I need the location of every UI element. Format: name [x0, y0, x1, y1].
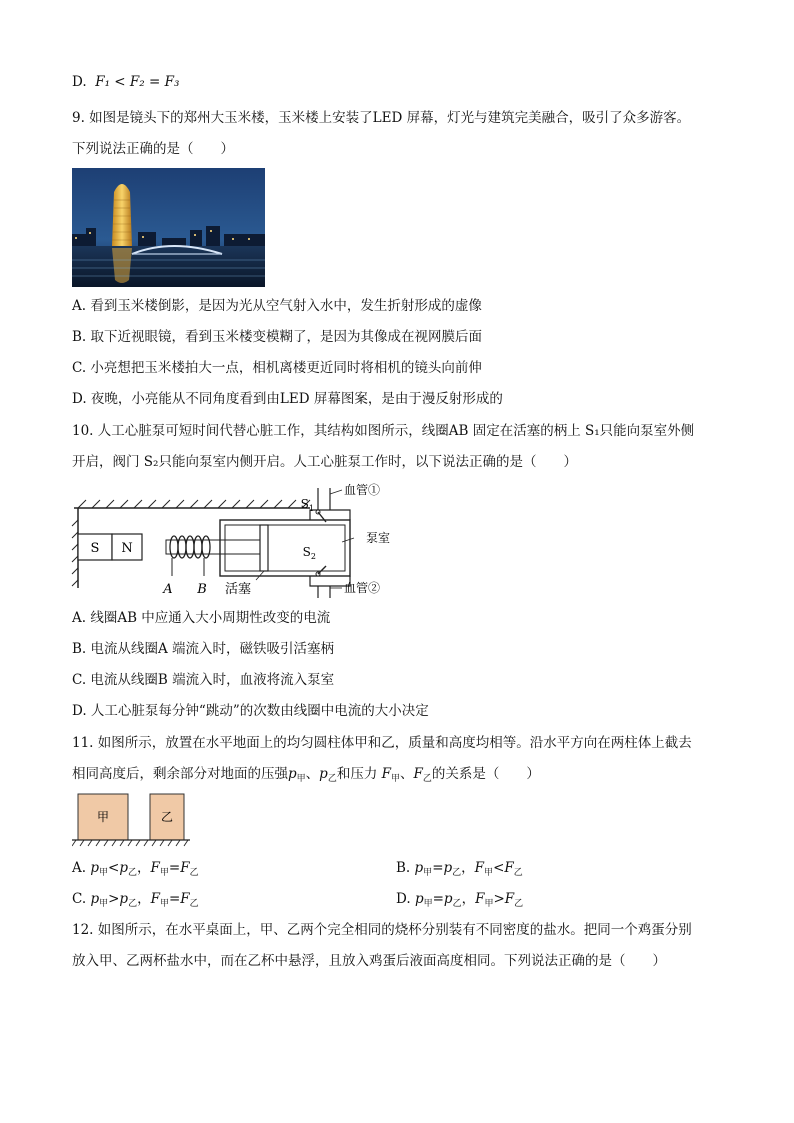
q11-opt-b-s2: 乙 — [452, 868, 462, 878]
q11-opt-d-s2: 乙 — [452, 899, 462, 909]
night-city-image — [72, 168, 265, 287]
q11-opt-c-sep: ， — [137, 891, 151, 907]
q11-opt-b-s1: 甲 — [423, 868, 433, 878]
q11-opt-a-t2: 乙 — [189, 868, 199, 878]
q10-option-a[interactable]: A. 线圈AB 中应通入大小周期性改变的电流 — [72, 610, 331, 626]
valve-s2-label — [303, 545, 316, 561]
vessel-2-label: 血管② — [344, 581, 381, 595]
valve-s1-sub: 1 — [308, 504, 314, 513]
q11-opt-d-prefix: D. — [396, 891, 411, 907]
q11-f-a: F — [381, 766, 392, 782]
q11-opt-b-r2: < — [493, 860, 505, 876]
q11-p-b-sub: 乙 — [327, 774, 337, 784]
valve-s1-label — [301, 497, 314, 513]
q11-opt-b-t1: 甲 — [484, 868, 494, 878]
q11-opt-d-r2: > — [493, 891, 505, 907]
q11-opt-d-p2: p — [443, 891, 453, 907]
q8-option-d-prefix: D. — [72, 74, 87, 90]
q11-opt-a-prefix: A. — [72, 860, 87, 876]
q11-opt-d-p1: p — [414, 891, 424, 907]
q11-opt-a-p1: p — [90, 860, 99, 876]
q11-opt-a-f1: F — [150, 860, 160, 876]
q11-opt-a-s2: 乙 — [127, 868, 137, 878]
q8-option-d — [72, 72, 179, 92]
q11-opt-a-sep: ， — [137, 860, 151, 876]
vessel-1-label: 血管① — [344, 483, 381, 497]
q11-stem-line1: 11. 如图所示，放置在水平地面上的均匀圆柱体甲和乙，质量和高度均相等。沿水平方向在两柱体上截去 — [72, 735, 692, 751]
q11-opt-c-p2: p — [119, 891, 129, 907]
piston-label: 活塞 — [224, 582, 252, 597]
magnet-n-pole-label: N — [121, 541, 133, 556]
q11-opt-a-t1: 甲 — [159, 868, 169, 878]
q11-opt-d-sep: ， — [461, 891, 476, 907]
q11-opt-c-s2: 乙 — [128, 899, 138, 909]
q9-photo-corn-tower — [72, 168, 265, 287]
q11-stem-line2 — [72, 764, 540, 789]
magnet-s-pole-label: S — [90, 541, 100, 556]
q10-option-d[interactable]: D. 人工心脏泵每分钟“跳动”的次数由线圈中电流的大小决定 — [72, 703, 429, 719]
q11-opt-d-r1: = — [432, 891, 444, 907]
q10-option-b[interactable]: B. 电流从线圈A 端流入时，磁铁吸引活塞柄 — [72, 641, 335, 657]
coil-a-label: A — [163, 582, 173, 597]
q11-opt-c-p1: p — [90, 891, 100, 907]
q11-f-b: F — [413, 766, 423, 782]
q11-p-a: p — [288, 766, 297, 782]
q11-opt-b-f1: F — [474, 860, 485, 876]
q11-opt-c-f2: F — [180, 891, 190, 907]
q11-stem-text-m: 的关系是（ ） — [431, 766, 540, 782]
q11-opt-a-r2: = — [168, 860, 181, 876]
q11-opt-d-t2: 乙 — [514, 899, 524, 909]
cylinder-jia-label: 甲 — [96, 810, 110, 824]
q11-f-b-sub: 乙 — [422, 774, 432, 784]
q10-stem-line2: 开启，阀门 S₂只能向泵室内侧开启。人工心脏泵工作时，以下说法正确的是（ ） — [72, 454, 577, 470]
q12-stem-line1: 12. 如图所示，在水平桌面上，甲、乙两个完全相同的烧杯分别装有不同密度的盐水。把同一个鸡蛋分别 — [72, 922, 692, 938]
q11-p-b: p — [319, 766, 328, 782]
q10-stem-line1: 10. 人工心脏泵可短时间代替心脏工作，其结构如图所示，线圈AB 固定在活塞的柄上 S₁只能向泵室外侧 — [72, 423, 695, 439]
cylinders-svg — [72, 790, 192, 848]
q11-opt-b-prefix: B. — [396, 860, 411, 876]
q9-option-d[interactable]: D. 夜晚，小亮能从不同角度看到由LED 屏幕图案，是由于漫反射形成的 — [72, 391, 503, 407]
q11-opt-d-f2: F — [504, 891, 515, 907]
q11-option-b[interactable] — [396, 858, 523, 883]
q11-option-a[interactable] — [72, 858, 199, 883]
q11-opt-a-r1: < — [108, 860, 120, 876]
q11-opt-b-sep: ， — [461, 860, 475, 876]
q11-opt-a-f2: F — [180, 860, 190, 876]
q11-opt-d-f1: F — [475, 891, 485, 907]
q11-option-c[interactable] — [72, 889, 199, 914]
q11-opt-b-t2: 乙 — [513, 868, 523, 878]
q9-option-b[interactable]: B. 取下近视眼镜，看到玉米楼变模糊了，是因为其像成在视网膜后面 — [72, 329, 483, 345]
cylinder-yi-label: 乙 — [160, 810, 174, 824]
q11-opt-c-t1: 甲 — [159, 899, 169, 909]
q11-comma-1: 、 — [305, 766, 320, 782]
q11-stem-text-g: 和压力 — [336, 766, 378, 782]
q9-option-a[interactable]: A. 看到玉米楼倒影，是因为光从空气射入水中，发生折射形成的虚像 — [72, 298, 482, 314]
q11-opt-b-f2: F — [504, 860, 514, 876]
valve-s2-letter: S — [302, 545, 311, 559]
coil-b-label: B — [197, 582, 207, 597]
q11-opt-a-p2: p — [119, 860, 128, 876]
valve-s2-sub: 2 — [310, 552, 316, 561]
q11-comma-2: 、 — [400, 766, 414, 782]
q11-cylinders-diagram — [72, 790, 192, 852]
q9-stem-line1: 9. 如图是镜头下的郑州大玉米楼，玉米楼上安装了LED 屏幕，灯光与建筑完美融合，吸引了众多游客。 — [72, 110, 691, 126]
q11-opt-b-r1: = — [432, 860, 444, 876]
valve-s1-letter: S — [300, 497, 309, 511]
q11-opt-b-p2: p — [443, 860, 453, 876]
q11-opt-d-t1: 甲 — [484, 899, 494, 909]
q10-option-c[interactable]: C. 电流从线圈B 端流入时，血液将流入泵室 — [72, 672, 335, 688]
q11-opt-a-s1: 甲 — [99, 868, 109, 878]
q9-option-c[interactable]: C. 小亮想把玉米楼拍大一点，相机离楼更近同时将相机的镜头向前伸 — [72, 360, 482, 376]
q11-stem-text-a: 相同高度后，剩余部分对地面的压强 — [72, 766, 288, 782]
q11-f-a-sub: 甲 — [391, 774, 401, 784]
q11-opt-c-f1: F — [150, 891, 160, 907]
q11-opt-d-s1: 甲 — [423, 899, 433, 909]
q12-stem-line2: 放入甲、乙两杯盐水中，而在乙杯中悬浮，且放入鸡蛋后液面高度相同。下列说法正确的是（ ） — [72, 953, 666, 969]
q11-opt-b-p1: p — [414, 860, 424, 876]
q11-opt-c-t2: 乙 — [189, 899, 199, 909]
q11-opt-c-prefix: C. — [72, 891, 87, 907]
q11-opt-c-r2: = — [168, 891, 181, 907]
pump-chamber-label: 泵室 — [366, 531, 391, 545]
q11-opt-c-s1: 甲 — [99, 899, 109, 909]
piston — [260, 525, 268, 571]
q10-heart-pump-diagram — [70, 480, 410, 606]
q9-stem-line2: 下列说法正确的是（ ） — [72, 141, 234, 157]
heart-pump-svg — [70, 480, 410, 602]
q11-option-d[interactable] — [396, 889, 523, 914]
q8-option-d-math: F₁ < F₂ = F₃ — [95, 74, 180, 90]
q11-p-a-sub: 甲 — [296, 774, 306, 784]
q11-opt-c-r1: > — [108, 891, 120, 907]
